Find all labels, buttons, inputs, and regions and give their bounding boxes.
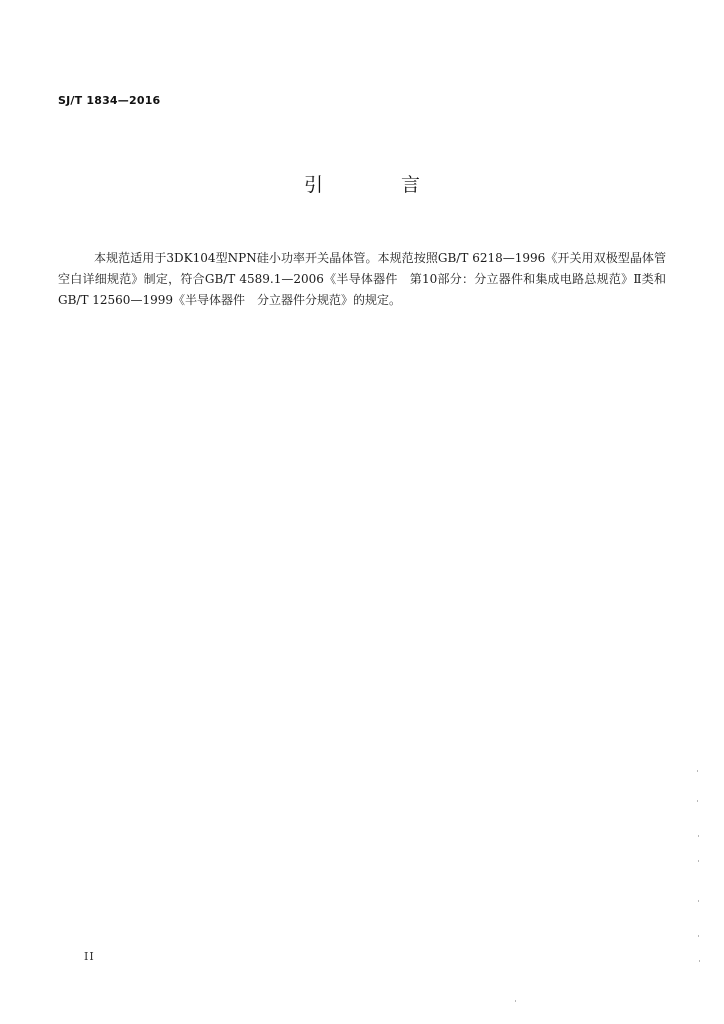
page-number: II (84, 950, 95, 963)
scan-speck (698, 935, 699, 937)
scan-speck (698, 860, 699, 862)
standard-code-header: SJ/T 1834—2016 (58, 94, 161, 107)
scan-speck (697, 800, 698, 802)
scan-speck (699, 960, 700, 962)
scan-speck (698, 900, 699, 902)
scan-speck (698, 835, 699, 837)
introduction-paragraph: 本规范适用于3DK104型NPN硅小功率开关晶体管。本规范按照GB/T 6218—1996《开关用双极型晶体管空白详细规范》制定，符合GB/T 4589.1—2006《半导体器件 第10部分：分立器件和集成电路总规范》Ⅱ类和GB/T 12560—1999《半导体器件 分立器件分规范》的规定。 (58, 251, 666, 307)
scan-speck (697, 770, 698, 772)
page-title: 引 言 (303, 174, 457, 196)
scan-speck (515, 1000, 516, 1002)
